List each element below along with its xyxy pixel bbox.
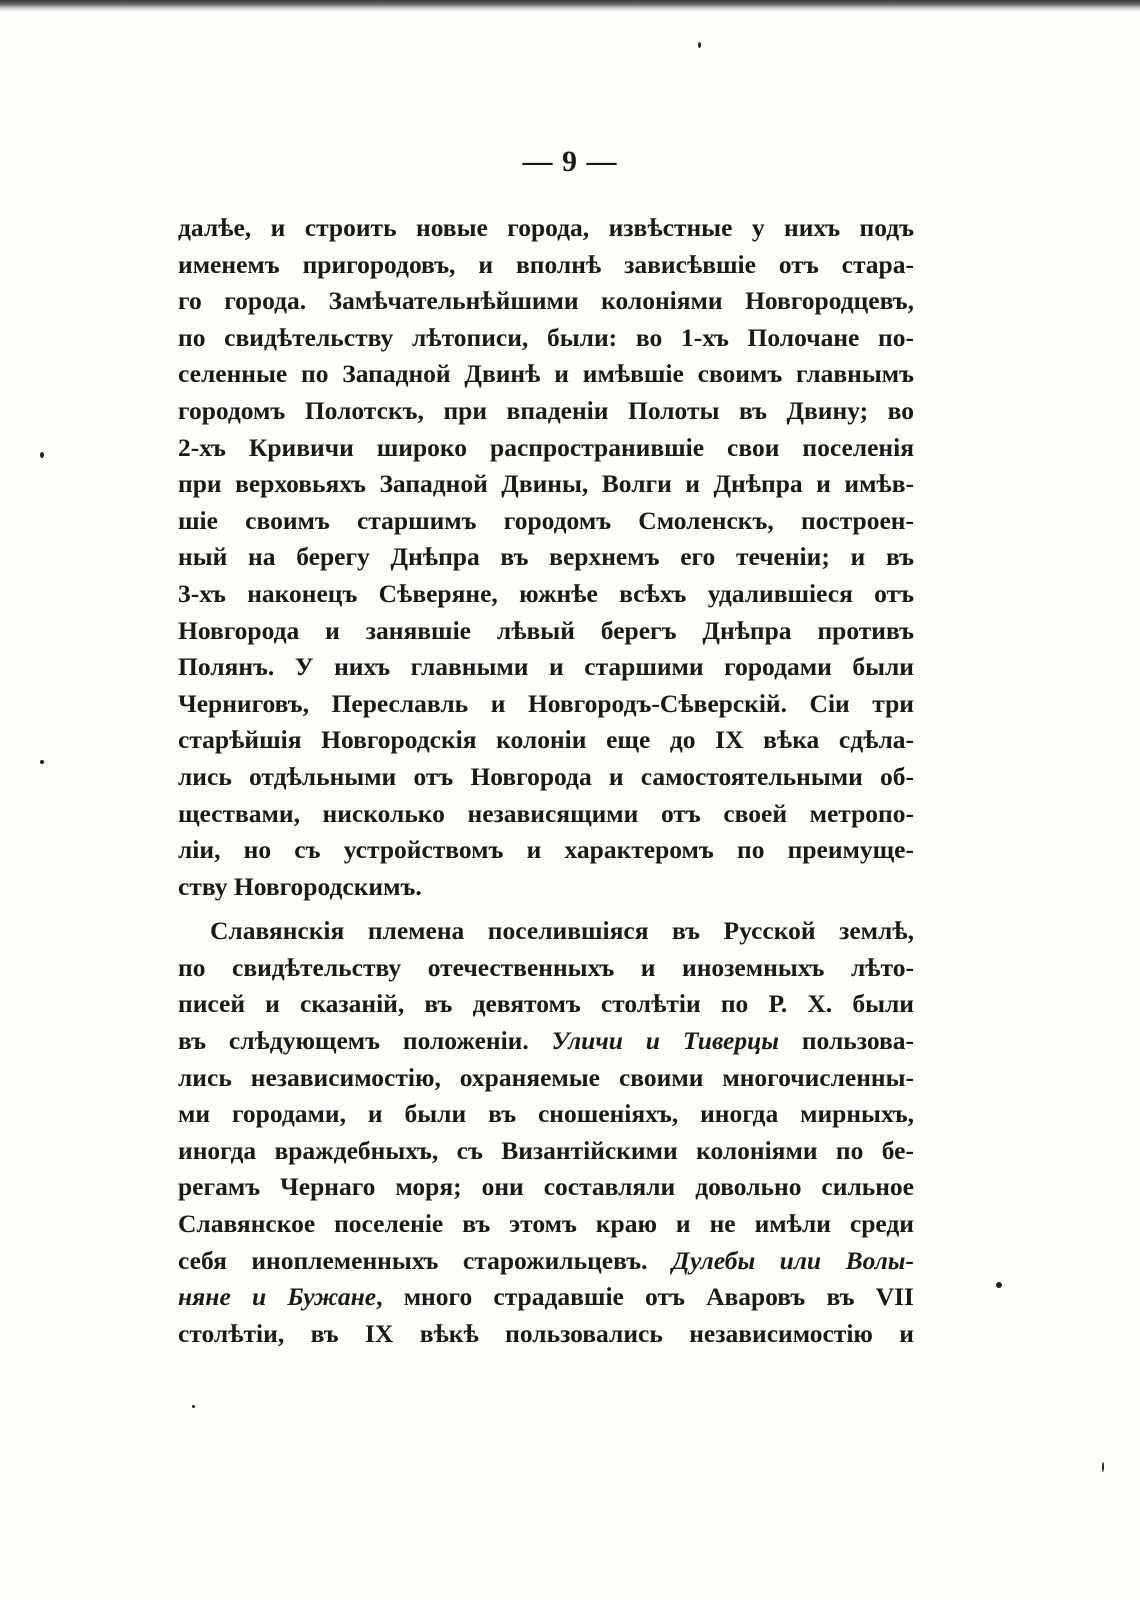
text-line: Черниговъ, Переславль и Новгородъ-Сѣверскій. Сіи три (178, 688, 914, 718)
text-line-mixed (178, 1243, 914, 1280)
text-line: ству Новгородскимъ. (178, 871, 422, 901)
text-line: старѣйшія Новгородскія колоніи еще до IX вѣка сдѣла- (178, 725, 914, 755)
italic-run: Дулебы или Волы- (671, 1245, 914, 1275)
text-line: городомъ Полотскъ, при впаденіи Полоты въ Двину; во (178, 395, 914, 425)
text-line-mixed (178, 1279, 914, 1316)
text-line: 2-хъ Кривичи широко распространившіе свои поселенія (178, 432, 914, 462)
text-line: ный на берегу Днѣпра въ верхнемъ его теченіи; и въ (178, 542, 914, 572)
scan-speck (40, 760, 44, 764)
text-run: , много страдавшіе отъ Аваровъ въ VII (376, 1282, 914, 1312)
text-run: пользова- (779, 1026, 914, 1056)
text-line: Полянъ. У нихъ главными и старшими городами были (178, 652, 914, 682)
text-line: Новгорода и занявшіе лѣвый берегъ Днѣпра противъ (178, 615, 914, 645)
text-line: лись независимостію, охраняемые своими многочисленны- (178, 1062, 914, 1092)
text-line: лись отдѣльными отъ Новгорода и самостоятельными об- (178, 761, 914, 791)
text-line: именемъ пригородовъ, и вполнѣ зависѣвшіе отъ стара- (178, 249, 914, 279)
text-line: писей и сказаній, въ девятомъ столѣтіи по Р. Х. были (178, 989, 914, 1019)
text-line: го города. Замѣчательнѣйшими колоніями Новгородцевъ, (178, 286, 914, 316)
scan-speck (1102, 1462, 1104, 1472)
text-line: Славянскія племена поселившіяся въ Русской землѣ, (210, 916, 914, 946)
text-run: въ слѣдующемъ положеніи. (178, 1026, 552, 1056)
page-number: — 9 — (522, 145, 618, 178)
italic-run: Уличи и Тиверцы (551, 1026, 779, 1056)
scan-top-edge (0, 0, 1140, 12)
text-line: при верховьяхъ Западной Двины, Волги и Днѣпра и имѣв- (178, 469, 914, 499)
scan-speck (40, 452, 44, 458)
scan-speck (996, 1282, 1002, 1288)
scan-speck (192, 1405, 195, 1408)
text-line: регамъ Чернаго моря; они составляли довольно сильное (178, 1172, 914, 1202)
text-line: 3-хъ наконецъ Сѣверяне, южнѣе всѣхъ удалившіеся отъ (178, 578, 914, 608)
text-line: столѣтіи, въ IX вѣкѣ пользовались независимостію и (178, 1318, 914, 1348)
text-line: иногда враждебныхъ, съ Византійскими колоніями по бе- (178, 1135, 914, 1165)
text-line: Славянское поселеніе въ этомъ краю и не имѣли среди (178, 1209, 914, 1239)
text-line: ліи, но съ устройствомъ и характеромъ по преимуще- (178, 835, 914, 865)
text-line: ществами, нисколько независящими отъ своей метропо- (178, 798, 914, 828)
page-body (178, 210, 914, 1352)
text-line: далѣе, и строить новые города, извѣстные у нихъ подъ (178, 213, 914, 242)
text-line: по свидѣтельству отечественныхъ и иноземныхъ лѣто- (178, 952, 914, 982)
text-line: селенные по Западной Двинѣ и имѣвшіе своимъ главнымъ (178, 359, 914, 389)
paragraph-gap (178, 905, 914, 913)
scan-speck (698, 42, 701, 48)
text-line: по свидѣтельству лѣтописи, были: во 1-хъ Полочане по- (178, 322, 914, 352)
italic-run: няне и Бужане (178, 1282, 377, 1312)
text-run: себя иноплеменныхъ старожильцевъ. (178, 1245, 672, 1275)
text-line: шіе своимъ старшимъ городомъ Смоленскъ, построен- (178, 505, 914, 535)
text-line-mixed (178, 1023, 914, 1060)
text-line: ми городами, и были въ сношеніяхъ, иногда мирныхъ, (178, 1099, 914, 1129)
